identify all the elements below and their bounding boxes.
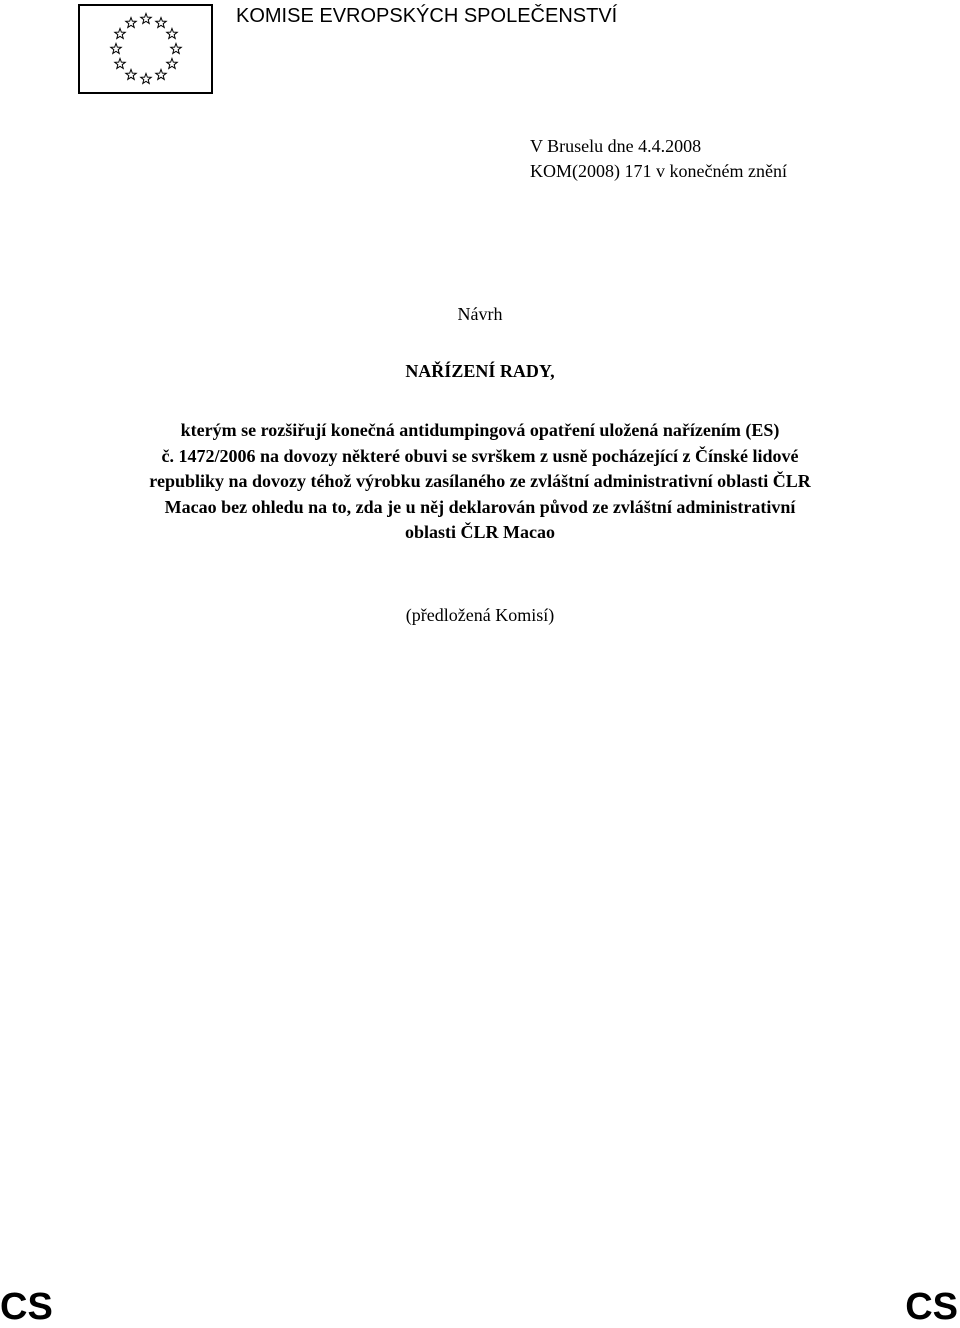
subject-line: oblasti ČLR Macao	[405, 522, 555, 542]
star-icon	[126, 69, 136, 79]
document-meta	[530, 134, 787, 184]
subject-line: republiky na dovozy téhož výrobku zasílaného ze zvláštní administrativní oblasti ČLR	[149, 471, 811, 491]
subject-line: č. 1472/2006 na dovozy některé obuvi se svrškem z usně pocházející z Čínské lidové	[161, 445, 799, 466]
regulation-subject	[0, 418, 960, 546]
document-reference: KOM(2008) 171 v konečném znění	[530, 161, 787, 181]
star-icon	[156, 69, 166, 79]
institution-name: KOMISE EVROPSKÝCH SPOLEČENSTVÍ	[236, 5, 618, 27]
star-icon	[111, 44, 121, 54]
subject-line: kterým se rozšiřují konečná antidumpingová opatření uložená nařízením (ES)	[180, 420, 780, 440]
star-icon	[171, 44, 181, 54]
language-code-left: CS	[0, 1286, 53, 1328]
star-icon	[167, 59, 177, 69]
language-code-right: CS	[905, 1286, 958, 1328]
eu-stars-circle	[80, 6, 211, 92]
star-icon	[115, 59, 125, 69]
star-icon	[115, 29, 125, 39]
eu-flag-icon	[78, 4, 213, 94]
star-icon	[126, 18, 136, 28]
subject-line: Macao bez ohledu na to, zda je u něj deklarován původ ze zvláštní administrativní	[164, 496, 796, 517]
submitted-by: (předložená Komisí)	[405, 605, 555, 625]
place-date: V Bruselu dne 4.4.2008	[530, 136, 702, 156]
star-icon	[141, 74, 151, 84]
star-icon	[167, 29, 177, 39]
star-icon	[141, 14, 151, 24]
proposal-label: Návrh	[457, 304, 503, 324]
regulation-title: NAŘÍZENÍ RADY,	[405, 361, 555, 381]
star-icon	[156, 18, 166, 28]
